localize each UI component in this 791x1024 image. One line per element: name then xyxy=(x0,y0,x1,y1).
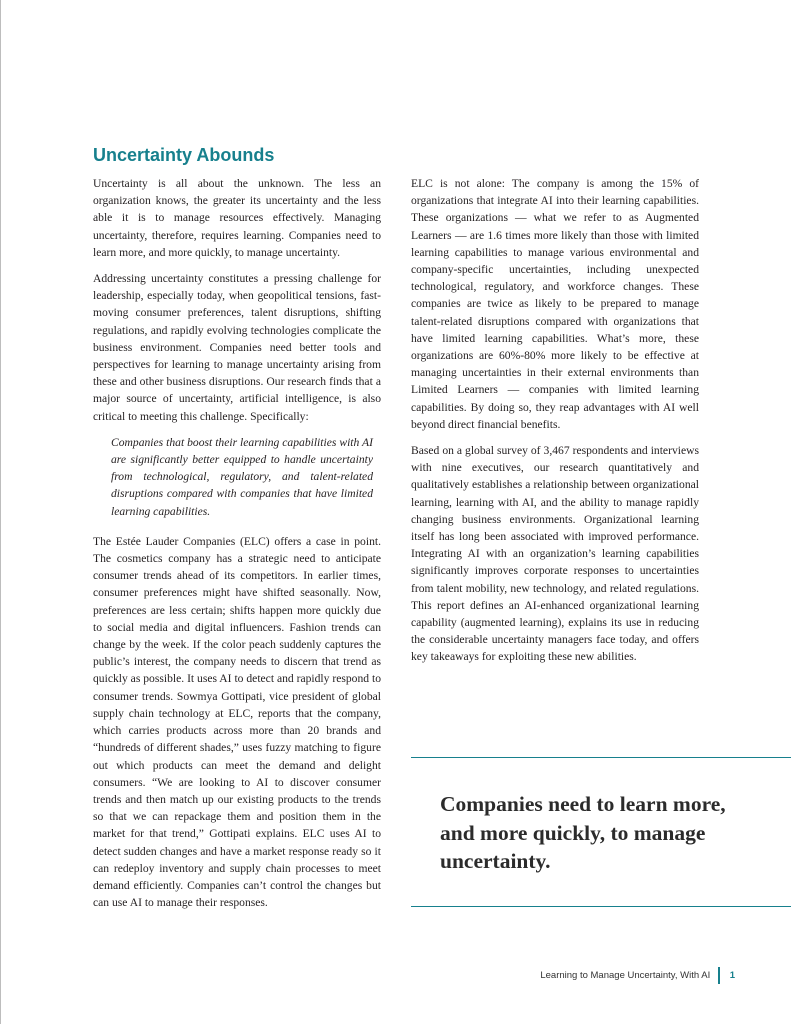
pull-quote-top-rule xyxy=(411,757,791,758)
section-heading: Uncertainty Abounds xyxy=(93,145,275,165)
paragraph-intro: Uncertainty is all about the unknown. The less an organization knows, the greater its uncertainty and the less able it is to manage resources effectively. Managing uncertainty, therefore, requires learning. Companies need to learn more, and more quickly, to manage uncertainty. xyxy=(93,177,381,259)
key-finding-quote: Companies that boost their learning capabilities with AI are significantly better equipped to handle uncertainty from technological, regulatory, and talent-related disruptions compared with companies that have limited learning capabilities. xyxy=(111,435,373,518)
page-footer xyxy=(540,967,735,984)
pull-quote-bottom-rule xyxy=(411,906,791,907)
paragraph-survey: Based on a global survey of 3,467 respondents and interviews with nine executives, our research quantitatively and qualitatively establishes a relationship between organizational learning, learning with AI, and the ability to manage rapidly changing business environments. Organizational learning itself has long been associated with improved performance. Integrating AI with an organization’s learning capabilities significantly improves corporate responses to uncertainties from talent mobility, new technology, and related regulations. This report defines an AI-enhanced organizational learning capability (augmented learning), explains its use in reducing the considerable uncertainty managers face today, and offers key takeaways for exploiting these new abilities. xyxy=(411,444,699,664)
footer-title: Learning to Manage Uncertainty, With AI xyxy=(540,970,711,981)
paragraph-challenge: Addressing uncertainty constitutes a pressing challenge for leadership, especially today, when geopolitical tensions, fast-moving consumer preferences, talent disruptions, shifting regulations, and rapidly evolving technologies complicate the business environment. Companies need better tools and perspectives for learning to manage uncertainty arising from these and other business disruptions. Our research finds that a major source of uncertainty, artificial intelligence, is also critical to meeting this challenge. Specifically: xyxy=(93,272,381,423)
footer-separator xyxy=(718,967,720,984)
paragraph-elc-case: The Estée Lauder Companies (ELC) offers a case in point. The cosmetics company has a strategic need to anticipate consumer trends ahead of its competitors. In earlier times, consumer preferences might have shifted seasonally. Now, preferences are less certain; shifts happen more quickly due to social media and digital influencers. Fashion trends can change by the week. If the color peach suddenly captures the public’s interest, the company needs to discern that trend as quickly as possible. It uses AI to detect and rapidly respond to consumer trends. Sowmya Gottipati, vice president of global supply chain technology at ELC, reports that the company, which carries products across more than 20 brands and “hundreds of different shades,” uses fuzzy matching to figure out which products can meet the demand and delight consumers. “We are looking to AI to discover consumer trends and then match up our existing products to the trends so that we can repackage them and position them in the market for that trend,” Gottipati explains. ELC uses AI to detect sudden changes and have a market response ready so it can redeploy inventory and supply chain processes to meet demand efficiently. Companies can’t control the changes but can use AI to manage their responses. xyxy=(93,534,381,910)
pull-quote: Companies need to learn more, and more quickly, to manage uncertainty. xyxy=(440,792,726,873)
right-column xyxy=(411,175,699,675)
page-edge xyxy=(0,0,1,1024)
left-column xyxy=(93,175,381,920)
page-number: 1 xyxy=(729,970,735,981)
paragraph-augmented-learners: ELC is not alone: The company is among the 15% of organizations that integrate AI into their learning capabilities. These organizations — what we refer to as Augmented Learners — are 1.6 times more likely than those with limited learning capabilities to manage various environmental and company-specific uncertainties, including unexpected technological, regulatory, and workforce changes. These companies are twice as likely to be prepared to manage talent-related disruptions compared with organizations that have limited learning capabilities. What’s more, these organizations are 60%-80% more likely to be effective at managing uncertainties in their external environments than Limited Learners — companies with limited learning capabilities. By doing so, they reap advantages with AI well beyond direct financial benefits. xyxy=(411,177,699,431)
